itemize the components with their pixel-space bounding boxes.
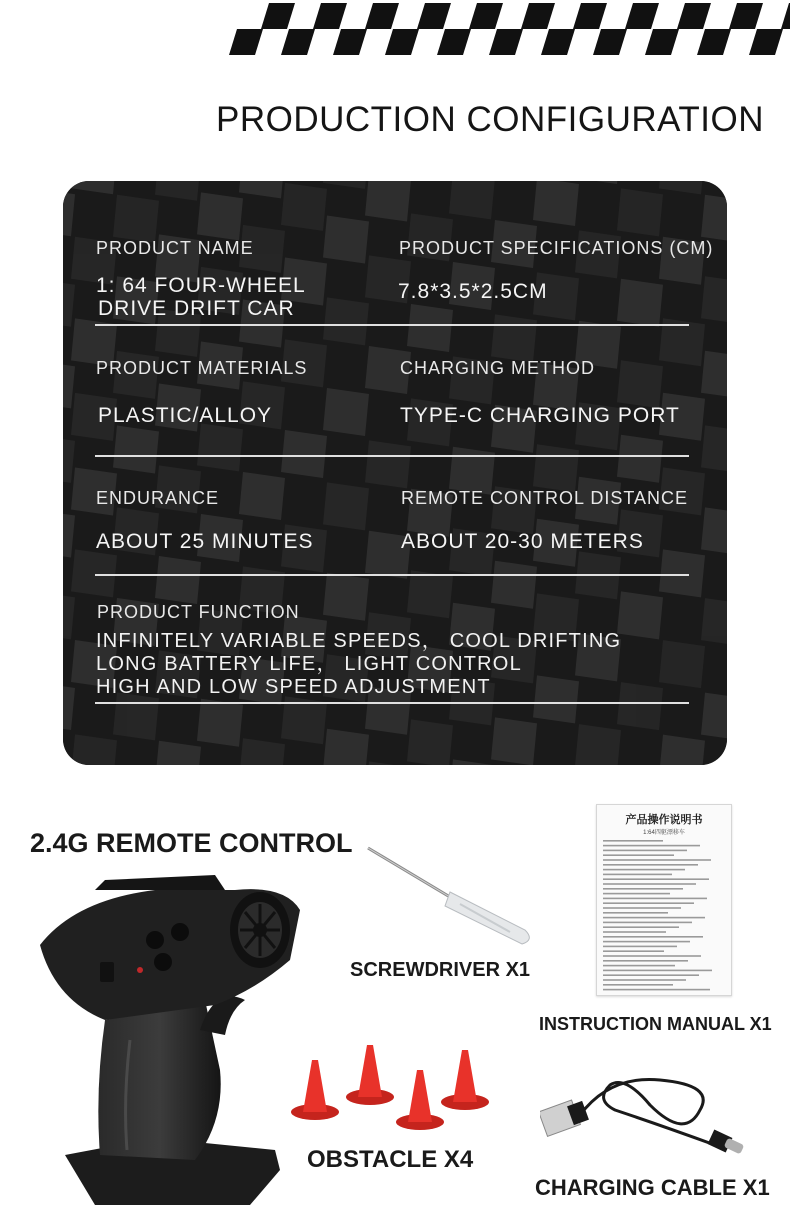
distance-label: REMOTE CONTROL DISTANCE bbox=[401, 488, 689, 508]
remote-control-label: 2.4G REMOTE CONTROL bbox=[30, 828, 353, 858]
product-name-value-line1: 1: 64 FOUR-WHEEL bbox=[96, 274, 306, 297]
manual-text-line bbox=[603, 898, 707, 900]
page-title: PRODUCTION CONFIGURATION bbox=[215, 100, 764, 139]
divider bbox=[95, 574, 689, 576]
manual-text-line bbox=[603, 874, 672, 876]
manual-text-line bbox=[603, 974, 699, 976]
manual-text-line bbox=[603, 859, 711, 861]
manual-text-line bbox=[603, 970, 712, 972]
manual-text-line bbox=[603, 912, 668, 914]
divider bbox=[95, 455, 689, 457]
manual-text-line bbox=[603, 922, 692, 924]
manual-text-line bbox=[603, 926, 679, 928]
charging-cable-label: CHARGING CABLE X1 bbox=[535, 1175, 770, 1200]
manual-text-line bbox=[603, 946, 677, 948]
divider bbox=[95, 324, 689, 326]
specifications-value: 7.8*3.5*2.5CM bbox=[398, 280, 548, 303]
manual-text-line bbox=[603, 907, 681, 909]
manual-text-line bbox=[603, 888, 683, 890]
manual-text-line bbox=[603, 854, 674, 856]
product-name-label: PRODUCT NAME bbox=[96, 238, 254, 258]
product-name-value-line2: DRIVE DRIFT CAR bbox=[98, 297, 295, 320]
manual-text-line bbox=[603, 941, 690, 943]
manual-text-line bbox=[603, 864, 698, 866]
specifications-label: PRODUCT SPECIFICATIONS (CM) bbox=[399, 238, 714, 258]
manual-text-line bbox=[603, 950, 664, 952]
manual-text-line bbox=[603, 979, 686, 981]
manual-text-line bbox=[603, 965, 675, 967]
function-list bbox=[96, 630, 621, 699]
charging-method-value: TYPE-C CHARGING PORT bbox=[400, 404, 680, 427]
manual-subtitle: 1:64四驱漂移车 bbox=[643, 830, 685, 836]
function-line: INFINITELY VARIABLE SPEEDS， COOL DRIFTING bbox=[96, 630, 622, 652]
manual-text-line bbox=[603, 917, 705, 919]
instruction-manual-image bbox=[596, 804, 732, 996]
function-label: PRODUCT FUNCTION bbox=[97, 602, 300, 622]
obstacle-cones-image bbox=[280, 1035, 500, 1140]
checkered-banner bbox=[0, 0, 790, 60]
cone bbox=[346, 1045, 394, 1105]
charging-method-label: CHARGING METHOD bbox=[400, 358, 595, 378]
obstacle-label: OBSTACLE X4 bbox=[307, 1146, 474, 1173]
distance-value: ABOUT 20-30 METERS bbox=[401, 530, 644, 553]
manual-text-lines bbox=[597, 836, 731, 996]
manual-text-line bbox=[603, 955, 701, 957]
cone bbox=[441, 1050, 489, 1110]
manual-text-line bbox=[603, 936, 703, 938]
endurance-value: ABOUT 25 MINUTES bbox=[96, 530, 314, 553]
manual-text-line bbox=[603, 960, 688, 962]
screwdriver-image bbox=[360, 840, 540, 950]
manual-text-line bbox=[603, 883, 696, 885]
screwdriver-label: SCREWDRIVER X1 bbox=[350, 959, 531, 981]
manual-text-line bbox=[603, 850, 687, 852]
materials-label: PRODUCT MATERIALS bbox=[96, 358, 308, 378]
function-line: LONG BATTERY LIFE， LIGHT CONTROL bbox=[96, 653, 522, 675]
manual-text-line bbox=[603, 984, 673, 986]
materials-value: PLASTIC/ALLOY bbox=[98, 404, 273, 427]
manual-text-line bbox=[603, 931, 666, 933]
cone bbox=[291, 1060, 339, 1120]
manual-text-line bbox=[603, 840, 663, 842]
cone bbox=[396, 1070, 444, 1130]
manual-text-line bbox=[603, 878, 709, 880]
charging-cable-image bbox=[540, 1065, 760, 1170]
manual-text-line bbox=[603, 989, 710, 991]
manual-text-line bbox=[603, 845, 700, 847]
remote-control-image bbox=[35, 870, 310, 1210]
manual-title: 产品操作说明书 bbox=[625, 814, 703, 826]
instruction-manual-label: INSTRUCTION MANUAL X1 bbox=[539, 1014, 772, 1034]
spec-card bbox=[63, 181, 727, 765]
manual-text-line bbox=[603, 902, 694, 904]
function-line: HIGH AND LOW SPEED ADJUSTMENT bbox=[96, 676, 491, 698]
divider bbox=[95, 702, 689, 704]
endurance-label: ENDURANCE bbox=[96, 488, 220, 508]
manual-text-line bbox=[603, 893, 670, 895]
manual-text-line bbox=[603, 869, 685, 871]
